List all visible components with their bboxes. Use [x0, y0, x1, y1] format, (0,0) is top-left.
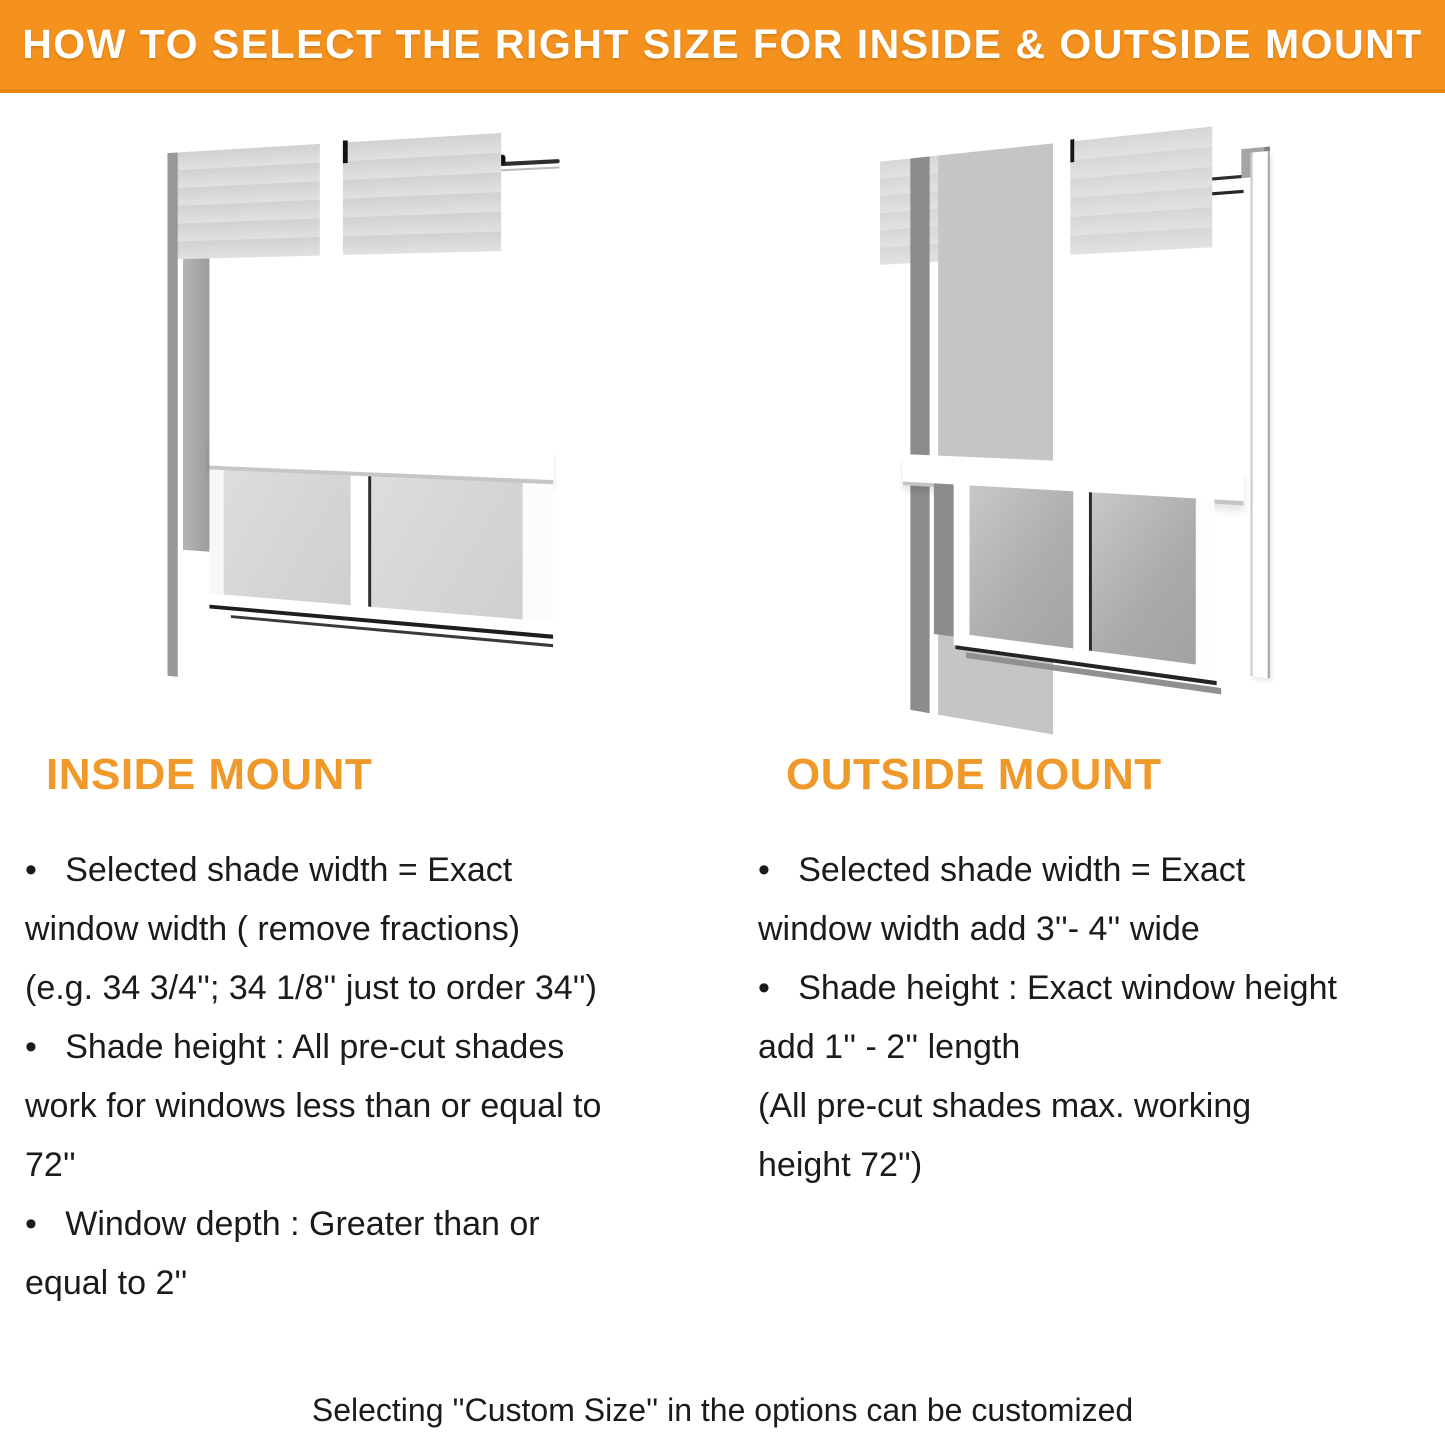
outside-mount-instructions	[758, 841, 1438, 1195]
window-jamb	[934, 483, 954, 636]
window-right-stile	[1196, 498, 1215, 673]
instruction-line: add 1'' - 2'' length	[758, 1028, 1021, 1066]
instruction-line: • Selected shade width = Exact	[25, 851, 513, 889]
instruction-line: (All pre-cut shades max. working	[758, 1087, 1252, 1125]
instruction-line: equal to 2''	[25, 1264, 188, 1302]
outside-mount-heading: OUTSIDE MOUNT	[786, 750, 1162, 799]
inside-mount-instructions	[25, 841, 725, 1313]
instruction-line: window width add 3''- 4'' wide	[758, 910, 1200, 948]
window-center-mullion	[1073, 491, 1092, 655]
instruction-line: • Window depth : Greater than or	[25, 1205, 540, 1243]
window-right-stile	[523, 483, 553, 622]
window-glass-pane	[969, 485, 1073, 648]
page-title: HOW TO SELECT THE RIGHT SIZE FOR INSIDE & OUTSIDE MOUNT	[22, 21, 1423, 67]
window-center-mullion	[351, 476, 372, 610]
custom-size-note: Selecting ''Custom Size'' in the options can be customized	[311, 1392, 1134, 1428]
inside-mount-heading: INSIDE MOUNT	[46, 750, 373, 799]
instruction-line: (e.g. 34 3/4''; 34 1/8'' just to order 34'')	[25, 969, 597, 1007]
window-glass-pane	[224, 470, 351, 605]
window-left-stile	[209, 469, 223, 594]
window-glass-pane	[371, 476, 522, 619]
band-jamb-shadow	[167, 152, 177, 676]
inside-mount-window-plane	[167, 125, 636, 728]
instruction-line: 72''	[25, 1146, 76, 1184]
instruction-line: • Selected shade width = Exact	[758, 851, 1246, 889]
instruction-line: • Shade height : Exact window height	[758, 969, 1337, 1007]
band-mullion-line	[343, 140, 348, 163]
inside-mount-illustration	[150, 140, 620, 700]
instruction-line: height 72'')	[758, 1146, 923, 1184]
window-right-frame-edge	[1250, 151, 1270, 679]
window-left-stile	[954, 484, 970, 636]
outside-mount-window-plane	[880, 113, 1338, 783]
window-glass-pane	[1092, 492, 1196, 666]
band-mullion-line	[1070, 139, 1074, 162]
instruction-line: window width ( remove fractions)	[25, 910, 521, 948]
band-jamb-shadow	[910, 156, 929, 713]
instruction-line: work for windows less than or equal to	[25, 1087, 602, 1125]
outside-mount-illustration	[855, 140, 1315, 740]
zebra-bands-group	[167, 125, 636, 728]
instruction-line: • Shade height : All pre-cut shades	[25, 1028, 565, 1066]
title-banner	[0, 0, 1445, 93]
